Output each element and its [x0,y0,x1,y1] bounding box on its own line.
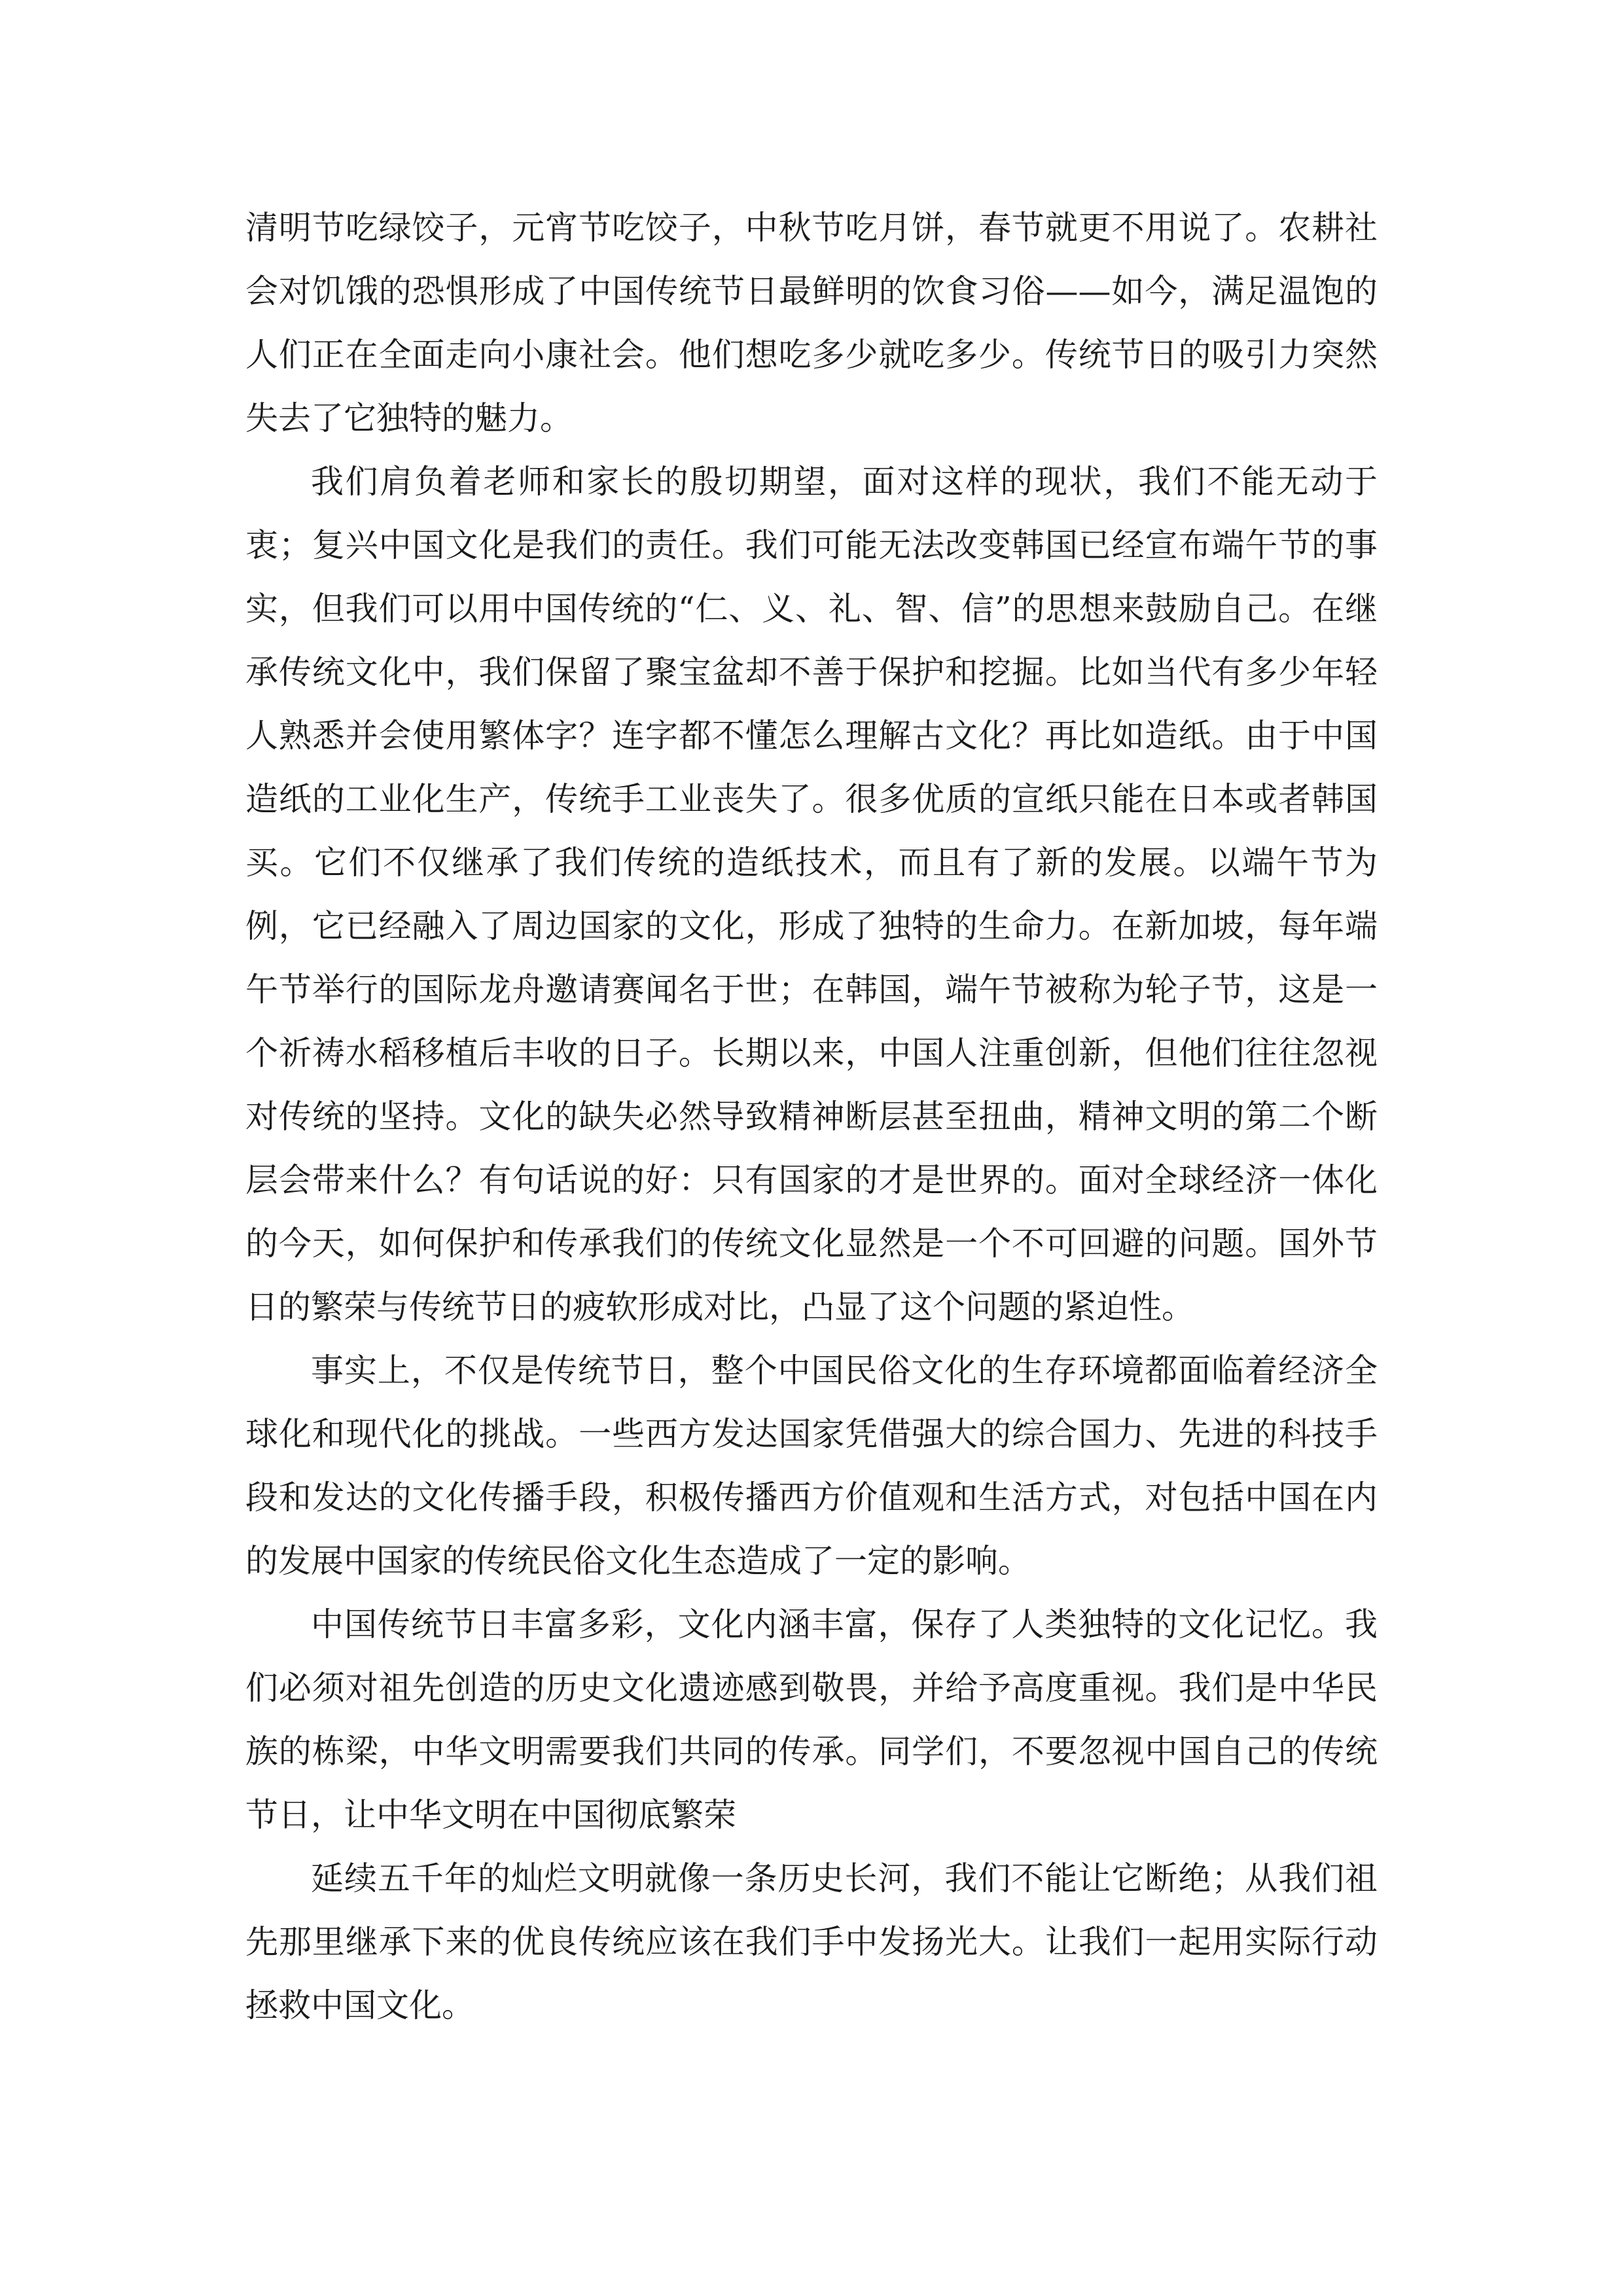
document-body [245,196,1378,2037]
paragraph-4: 中国传统节日丰富多彩，文化内涵丰富，保存了人类独特的文化记忆。我们必须对祖先创造的历史文化遗迹感到敬畏，并给予高度重视。我们是中华民族的栋梁，中华文明需要我们共同的传承。同学们，不要忽视中国自己的传统节日，让中华文明在中国彻底繁荣 [245,1605,1378,1834]
paragraph-5: 延续五千年的灿烂文明就像一条历史长河，我们不能让它断绝；从我们祖先那里继承下来的优良传统应该在我们手中发扬光大。让我们一起用实际行动拯救中国文化。 [245,1859,1378,2024]
paragraph-3: 事实上，不仅是传统节日，整个中国民俗文化的生存环境都面临着经济全球化和现代化的挑战。一些西方发达国家凭借强大的综合国力、先进的科技手段和发达的文化传播手段，积极传播西方价值观和生活方式，对包括中国在内的发展中国家的传统民俗文化生态造成了一定的影响。 [245,1352,1378,1580]
paragraph-2: 我们肩负着老师和家长的殷切期望，面对这样的现状，我们不能无动于衷；复兴中国文化是我们的责任。我们可能无法改变韩国已经宣布端午节的事实，但我们可以用中国传统的“仁、义、礼、智、信”的思想来鼓励自己。在继承传统文化中，我们保留了聚宝盆却不善于保护和挖掘。比如当代有多少年轻人熟悉并会使用繁体字？连字都不懂怎么理解古文化？再比如造纸。由于中国造纸的工业化生产，传统手工业丧失了。很多优质的宣纸只能在日本或者韩国买。它们不仅继承了我们传统的造纸技术，而且有了新的发展。以端午节为例，它已经融入了周边国家的文化，形成了独特的生命力。在新加坡，每年端午节举行的国际龙舟邀请赛闻名于世；在韩国，端午节被称为轮子节，这是一个祈祷水稻移植后丰收的日子。长期以来，中国人注重创新，但他们往往忽视对传统的坚持。文化的缺失必然导致精神断层甚至扭曲，精神文明的第二个断层会带来什么？有句话说的好：只有国家的才是世界的。面对全球经济一体化的今天，如何保护和传承我们的传统文化显然是一个不可回避的问题。国外节日的繁荣与传统节日的疲软形成对比，凸显了这个问题的紧迫性。 [245,463,1378,1326]
paragraph-1: 清明节吃绿饺子，元宵节吃饺子，中秋节吃月饼，春节就更不用说了。农耕社会对饥饿的恐惧形成了中国传统节日最鲜明的饮食习俗——如今，满足温饱的人们正在全面走向小康社会。他们想吃多少就吃多少。传统节日的吸引力突然失去了它独特的魅力。 [245,209,1378,437]
